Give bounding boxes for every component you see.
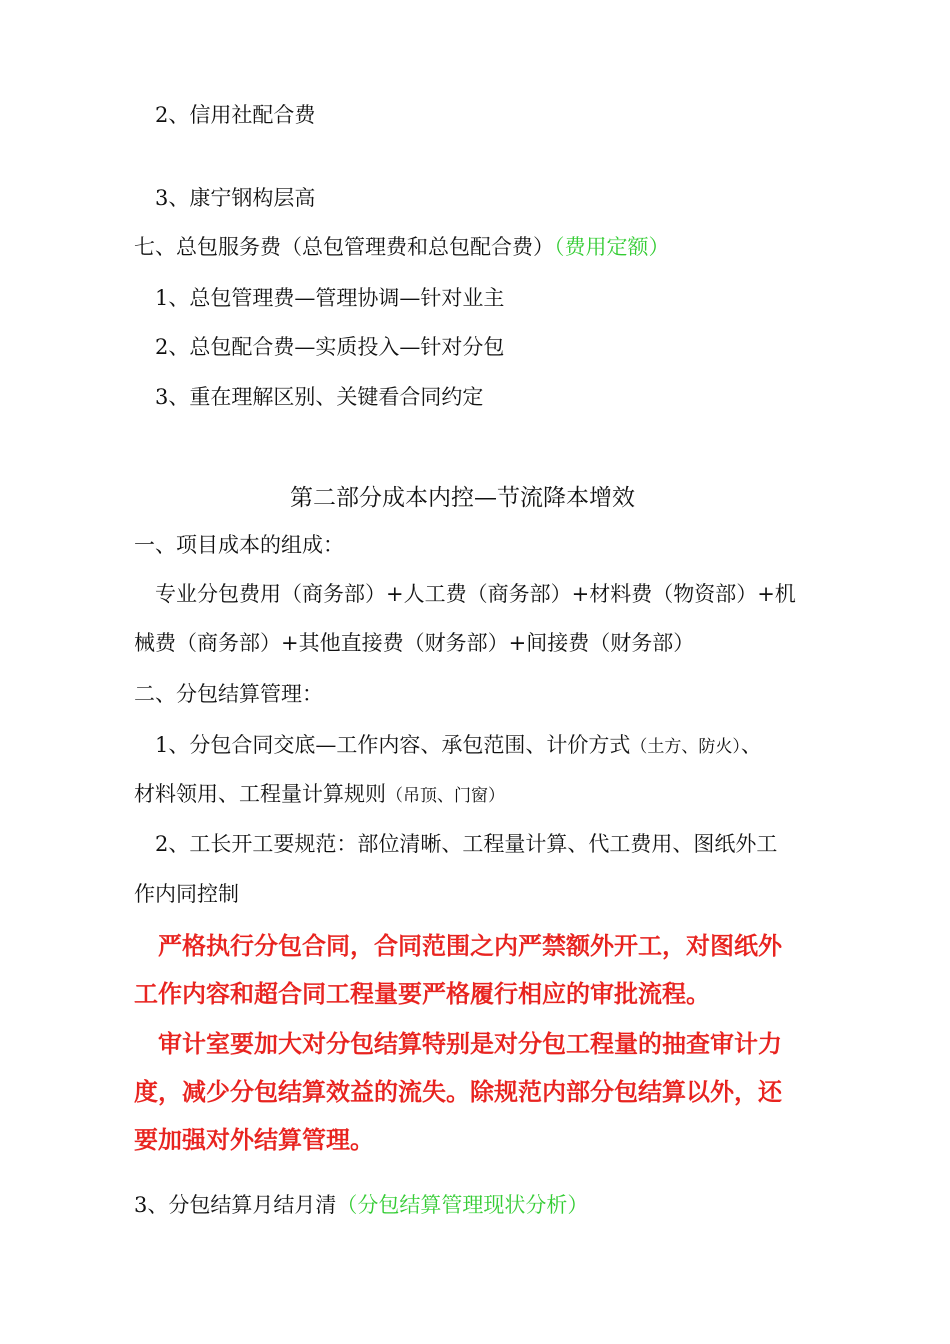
text-line xyxy=(134,1191,588,1219)
text-line: 2、信用社配合费 xyxy=(155,103,316,127)
text-line: 作内同控制 xyxy=(134,882,239,906)
text-line: 1、总包管理费—管理协调—针对业主 xyxy=(155,286,505,310)
section-heading: 一、项目成本的组成： xyxy=(134,533,344,557)
text-line: 3、康宁钢构层高 xyxy=(155,186,316,210)
text-line: 3、重在理解区别、关键看合同约定 xyxy=(155,385,484,409)
text-line: 2、总包配合费—实质投入—针对分包 xyxy=(155,335,505,359)
highlight-text: 度，减少分包结算效益的流失。除规范内部分包结算以外，还 xyxy=(134,1078,782,1106)
text-segment: 1、分包合同交底—工作内容、承包范围、计价方式 xyxy=(155,733,631,757)
section-heading-text: 七、总包服务费（总包管理费和总包配合费） xyxy=(134,235,554,259)
text-line: 专业分包费用（商务部）+人工费（商务部）+材料费（物资部）+机 xyxy=(155,582,796,606)
section-heading: 二、分包结算管理： xyxy=(134,682,323,706)
highlight-text: 严格执行分包合同，合同范围之内严禁额外开工，对图纸外 xyxy=(158,932,782,960)
highlight-text: 工作内容和超合同工程量要严格履行相应的审批流程。 xyxy=(134,980,710,1008)
text-segment: 、 xyxy=(740,733,762,757)
text-line: 械费（商务部）+其他直接费（财务部）+间接费（财务部） xyxy=(134,631,695,655)
annotation-green: （分包结算管理现状分析） xyxy=(336,1193,589,1217)
part-title: 第二部分成本内控—节流降本增效 xyxy=(290,485,635,511)
annotation-green: （费用定额） xyxy=(554,235,670,259)
highlight-text: 要加强对外结算管理。 xyxy=(134,1126,374,1154)
text-segment: 材料领用、工程量计算规则 xyxy=(134,782,386,806)
text-line xyxy=(155,731,762,761)
highlight-text: 审计室要加大对分包结算特别是对分包工程量的抽查审计力 xyxy=(158,1030,782,1058)
text-line xyxy=(134,780,505,810)
text-segment: 3、分包结算月结月清 xyxy=(134,1193,337,1217)
section-heading xyxy=(134,233,670,261)
text-note: （土方、防火） xyxy=(630,737,741,757)
text-line: 2、工长开工要规范：部位清晰、工程量计算、代工费用、图纸外工 xyxy=(155,832,778,856)
text-note: （吊顶、门窗） xyxy=(386,786,505,806)
